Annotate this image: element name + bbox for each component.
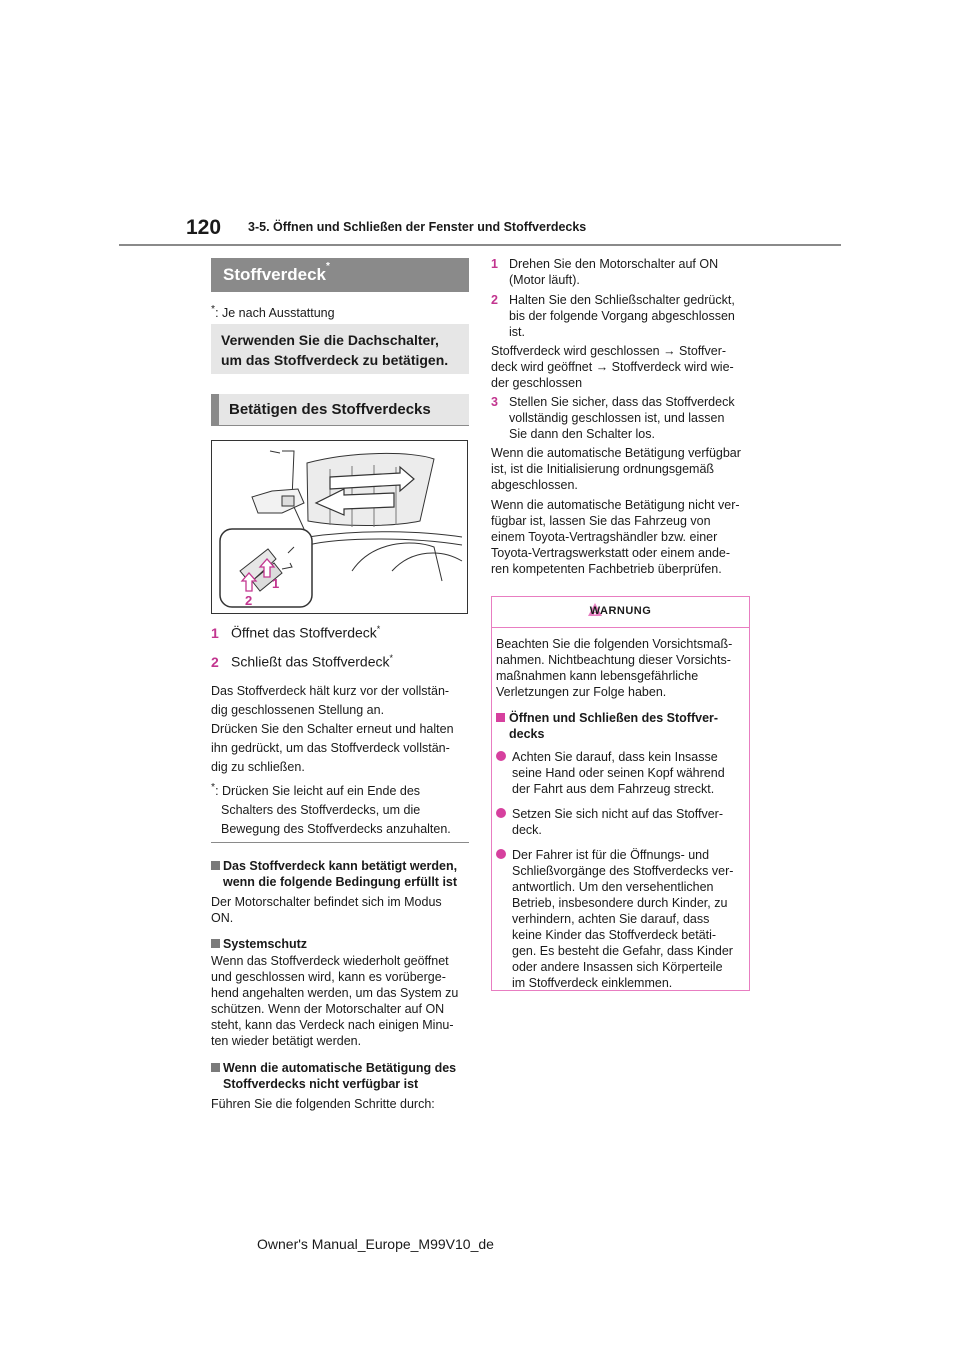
- notes-rule: [211, 842, 469, 843]
- sequence-text: Stoffverdeck wird geschlossen → Stoffver- deck wird geöffnet → Stoffverdeck wird wie- der geschlossen: [491, 344, 734, 390]
- note-operating-condition: Das Stoffverdeck kann betätigt werden, wenn die folgende Bedingung erfüllt ist Der Motorschalter befindet sich im Modus ON.: [211, 859, 458, 925]
- section-title: Stoffverdeck*: [211, 258, 469, 292]
- description: Das Stoffverdeck hält kurz vor der vollstän- dig geschlossenen Stellung an. Drücken Sie den Schalter erneut und halten ihn gedrückt, um das Stoffverdeck vollstän- dig zu schließen.: [211, 684, 454, 774]
- intro-box: Verwenden Sie die Dachschalter, um das Stoffverdeck zu betätigen.: [211, 324, 469, 374]
- step-close: 2 Schließt das Stoffverdeck*: [211, 653, 393, 670]
- init-success-text: Wenn die automatische Betätigung verfügbar ist, ist die Initialisierung ordnungsgemäß abgeschlossen.: [491, 446, 741, 492]
- warning-subtitle: Öffnen und Schließen des Stoffver- decks: [496, 710, 745, 742]
- chapter-title: 3-5. Öffnen und Schließen der Fenster und Stoffverdecks: [248, 220, 587, 234]
- roof-switch-illustration: [211, 440, 468, 614]
- note-auto-unavailable: Wenn die automatische Betätigung des Stoffverdecks nicht verfügbar ist Führen Sie die folgenden Schritte durch:: [211, 1061, 457, 1111]
- step-open: 1 Öffnet das Stoffverdeck*: [211, 624, 381, 641]
- subsection-title: Betätigen des Stoffverdecks: [211, 394, 469, 426]
- header-rule: [119, 244, 841, 246]
- stop-note: *: Drücken Sie leicht auf ein Ende des Schalters des Stoffverdecks, um die Bewegung des Stoffverdecks anzuhalten.: [211, 782, 451, 837]
- right-step-1: 1 Drehen Sie den Motorschalter auf ON (Motor läuft).: [491, 257, 719, 287]
- warning-title: WARNUNG: [589, 605, 652, 617]
- right-step-3: 3 Stellen Sie sicher, dass das Stoffverdeck vollständig geschlossen ist, und lassen Sie dann den Schalter los.: [491, 395, 735, 441]
- warning-bullet-1: Achten Sie darauf, dass kein Insasse seine Hand oder seinen Kopf während der Fahrt aus dem Fahrzeug streckt.: [496, 749, 745, 797]
- note-system-protection: Systemschutz Wenn das Stoffverdeck wiederholt geöffnet und geschlossen wird, kann es vorüberge- hend angehalten werden, um das System zu schützen. Wenn der Motorschalter auf ON steht, kann das Verdeck nach einigen Minu- ten wieder betätigt werden.: [211, 937, 459, 1048]
- warning-bullet-3: Der Fahrer ist für die Öffnungs- und Schließvorgänge des Stoffverdecks ver- antwortlich. Um den versehentlichen Betrieb, insbesondere durch Kinder, zu verhindern, achten Sie darauf, dass keine Kinder das Stoffverdeck betäti- gen. Es besteht die Gefahr, dass Kinder oder andere Insassen sich Körperteile im Stoffverdeck einklemmen.: [496, 847, 745, 991]
- warning-intro: Beachten Sie die folgenden Vorsichtsmaß- nahmen. Nichtbeachtung dieser Vorsichts- maßnahmen kann lebensgefährliche Verletzungen zur Folge haben.: [496, 637, 733, 699]
- warning-box: [491, 596, 750, 991]
- warning-bullet-2: Setzen Sie sich nicht auf das Stoffver- deck.: [496, 806, 745, 838]
- right-step-2: 2 Halten Sie den Schließschalter gedrückt, bis der folgende Vorgang abgeschlossen ist.: [491, 293, 735, 339]
- footer: Owner's Manual_Europe_M99V10_de: [257, 1236, 494, 1252]
- page-number: 120: [186, 216, 222, 239]
- warning-header: [492, 597, 749, 628]
- availability-footnote: *: Je nach Ausstattung: [211, 304, 335, 321]
- illus-label-2: 2: [245, 593, 253, 608]
- init-failure-text: Wenn die automatische Betätigung nicht ver- fügbar ist, lassen Sie das Fahrzeug von einem Toyota-Vertragshändler bzw. einer Toyota-Vertragswerkstatt oder einem ande- ren kompetenten Fachbetrieb überprüfen.: [491, 498, 740, 576]
- illus-label-1: 1: [272, 576, 280, 591]
